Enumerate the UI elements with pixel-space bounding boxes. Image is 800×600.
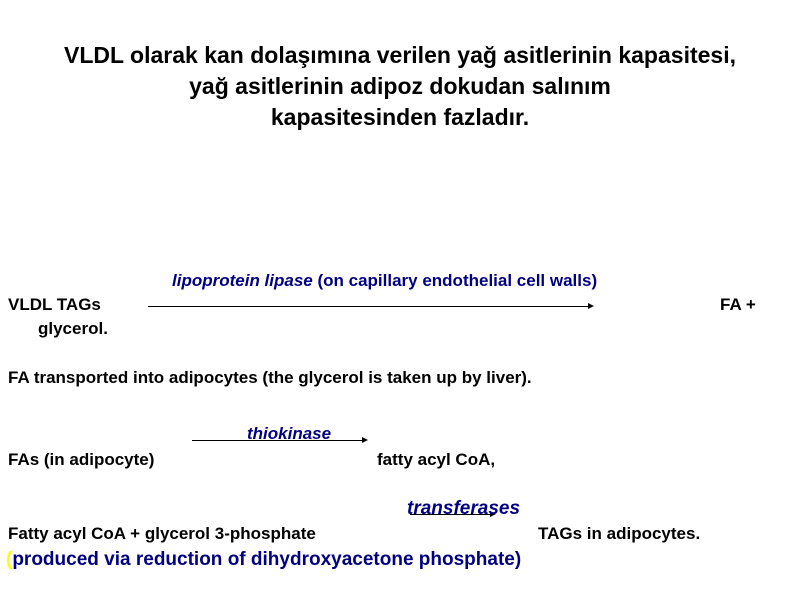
vldl-tags-substrate: VLDL TAGs <box>8 295 101 314</box>
glycerol-phosphate-footnote <box>6 548 521 572</box>
fatty-acyl-coa-glycerol-substrate: Fatty acyl CoA + glycerol 3-phosphate <box>8 524 316 543</box>
footnote-open-paren: ( <box>6 549 13 570</box>
lipoprotein-lipase-location: (on capillary endothelial cell walls) <box>312 271 598 290</box>
reaction-arrow-1 <box>148 306 588 307</box>
footnote-text: produced via reduction of dihydroxyacetone phosphate) <box>12 549 522 570</box>
thiokinase-enzyme: thiokinase <box>247 424 332 443</box>
title-line-1: VLDL olarak kan dolaşımına verilen yağ asitlerinin kapasitesi, <box>64 42 736 68</box>
lipoprotein-lipase-label <box>172 271 597 291</box>
fa-plus-product: FA + <box>720 295 756 314</box>
title-line-3: kapasitesinden fazladır. <box>270 104 530 130</box>
title-line-2: yağ asitlerinin adipoz dokudan salınım <box>189 73 611 99</box>
fa-transport-note: FA transported into adipocytes (the glycerol is taken up by liver). <box>8 368 532 387</box>
slide-title <box>0 40 800 133</box>
tags-in-adipocytes-product: TAGs in adipocytes. <box>538 524 701 543</box>
lipoprotein-lipase-enzyme: lipoprotein lipase <box>172 271 313 290</box>
glycerol-product: glycerol. <box>38 319 108 338</box>
transferases-enzyme: transferases <box>407 498 521 519</box>
fatty-acyl-coa-product: fatty acyl CoA, <box>377 450 496 469</box>
fas-in-adipocyte-substrate: FAs (in adipocyte) <box>8 450 155 469</box>
